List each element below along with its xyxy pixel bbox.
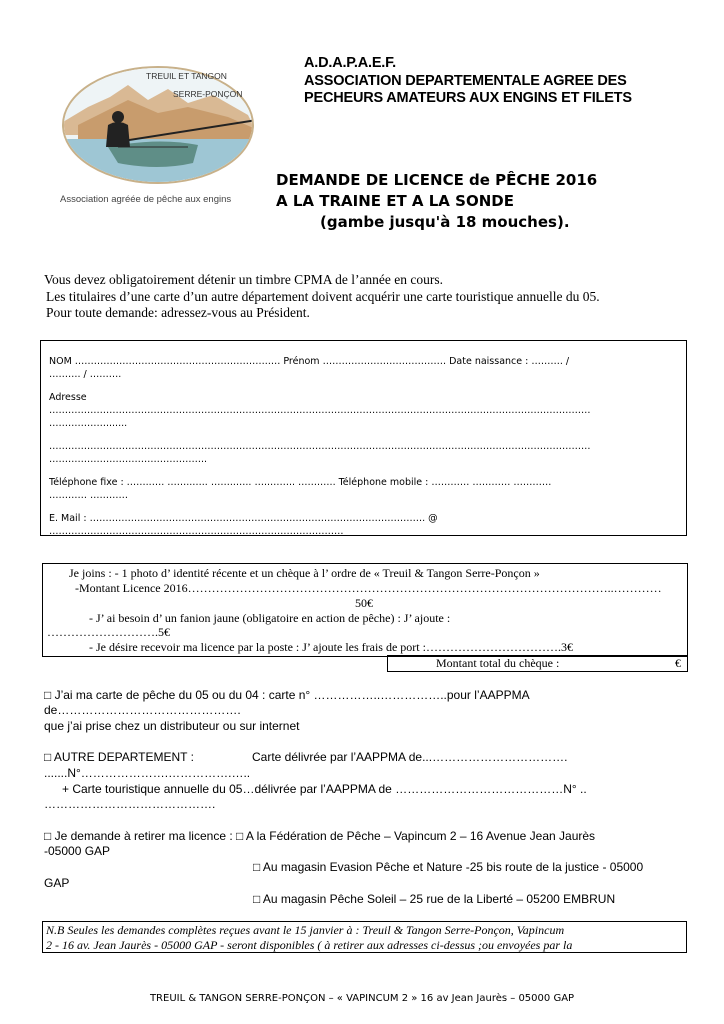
total-currency: € (675, 656, 681, 670)
evasion-option[interactable]: □ Au magasin Evasion Pêche et Nature -25 bis route de la justice - 05000 (253, 860, 644, 874)
adresse-field-2[interactable]: ………………....... (49, 418, 128, 429)
adresse-field-3[interactable]: ……………………………………………………………………………………………………………………………………………………… (49, 441, 591, 452)
intro-line2: Les titulaires d’une carte d’un autre département doivent acquérir une carte touristique annuelle du 05. (46, 288, 600, 304)
association-name-line2: PECHEURS AMATEURS AUX ENGINS ET FILETS (304, 90, 632, 106)
nom-field[interactable]: NOM ……………………………………………………..… Prénom ………………………………… Date naissance : ………. / (49, 356, 570, 367)
options-section (44, 688, 684, 908)
email-field[interactable]: E. Mail : ……………………………………………………………………………………………. @ (49, 513, 438, 524)
logo-text-1: TREUIL ET TANGON (146, 71, 227, 81)
payment-heading: Je joins : - 1 photo d’ identité récente et un chèque à l’ ordre de « Treuil & Tangon Serre-Ponçon » (69, 566, 540, 580)
adresse-field-4[interactable]: ………………………………………….. (49, 454, 208, 465)
footer: TREUIL & TANGON SERRE-PONÇON – « VAPINCUM 2 » 16 av Jean Jaurès – 05000 GAP (149, 993, 575, 1004)
soleil-option[interactable]: □ Au magasin Pêche Soleil – 25 rue de la Liberté – 05200 EMBRUN (253, 892, 616, 906)
adresse-field-1[interactable]: ……………………………………………………………………………………………………………………………………………………… (49, 405, 591, 416)
fanion-option: - J’ ai besoin d’ un fanion jaune (obligatoire en action de pêche) : J’ ajoute : (89, 611, 451, 625)
carte05-option-cont2: que j’ai prise chez un distributeur ou sur internet (44, 719, 300, 733)
total-box (387, 655, 688, 672)
association-header (304, 55, 632, 108)
evasion-option-cont: GAP (44, 876, 70, 890)
carte-touristique-line[interactable]: + Carte touristique annuelle du 05…délivrée par l’AAPPMA de ……………………………………N° .. (62, 782, 587, 796)
logo (48, 55, 273, 210)
licence-amount: 50€ (355, 596, 373, 610)
phone-field[interactable]: Téléphone fixe : ……..…. ……..….. ……..….. …..…….. …….….. Téléphone mobile : ………… ………… ………… (49, 477, 552, 488)
nom-field-cont[interactable]: ………. / ………. (49, 369, 122, 380)
autre-departement-text[interactable]: Carte délivrée par l’AAPPMA de...……………………………. (252, 750, 568, 764)
title-line2: A LA TRAINE ET A LA SONDE (276, 192, 514, 210)
adresse-label: Adresse (49, 392, 87, 403)
phone-field-cont[interactable]: ………… ………… (49, 490, 129, 501)
retrait-option-cont: -05000 GAP (44, 844, 111, 858)
carte-touristique-cont[interactable]: ……………………………………. (44, 797, 216, 811)
autre-departement-option[interactable]: □ AUTRE DEPARTEMENT : (44, 750, 194, 764)
fanion-amount: ……………………….5€ (47, 625, 170, 639)
title-line1: DEMANDE DE LICENCE de PÊCHE 2016 (276, 171, 598, 189)
carte05-option[interactable]: □ J’ai ma carte de pêche du 05 ou du 04 : carte n° ……………..……………..pour l’AAPPMA (44, 688, 530, 702)
payment-box (42, 563, 688, 657)
intro-line3: Pour toute demande: adressez-vous au Président. (46, 305, 310, 320)
total-label: Montant total du chèque : (436, 656, 560, 670)
logo-text-2: SERRE-PONÇON (173, 89, 243, 99)
licence-amount-line: -Montant Licence 2016……………………………………………………………………………………………..………… (75, 581, 662, 595)
intro-line1: Vous devez obligatoirement détenir un timbre CPMA de l’année en cours. (44, 272, 444, 287)
autre-departement-cont[interactable]: .......N°………………….…………….….. (44, 766, 251, 780)
carte05-option-cont[interactable]: de………………………………………. (44, 703, 241, 717)
email-field-cont[interactable]: ………………………………………………………………………………… (49, 526, 344, 536)
intro-text (44, 272, 600, 322)
poste-option: - Je désire recevoir ma licence par la poste : J’ ajoute les frais de port :…………………………….3€ (89, 640, 573, 654)
nb-box (42, 921, 687, 953)
nb-line1: N.B Seules les demandes complètes reçues avant le 15 janvier à : Treuil & Tangon Serre-Ponçon, Vapincum (46, 923, 565, 937)
association-name-line1: ASSOCIATION DEPARTEMENTALE AGREE DES (304, 72, 627, 89)
identity-box (40, 340, 687, 536)
retrait-option[interactable]: □ Je demande à retirer ma licence : □ A la Fédération de Pêche – Vapincum 2 – 16 Avenue Jean Jaurès (44, 829, 596, 843)
form-title (276, 170, 597, 233)
logo-illustration (48, 55, 273, 210)
association-acronym: A.D.A.P.A.E.F. (304, 55, 397, 71)
logo-caption: Association agréée de pêche aux engins (60, 194, 232, 205)
nb-line2: 2 - 16 av. Jean Jaurès - 05000 GAP - seront disponibles ( à retirer aux adresses ci-dessus ;ou envoyées par la (46, 938, 573, 952)
title-line3: (gambe jusqu'à 18 mouches). (320, 213, 570, 231)
